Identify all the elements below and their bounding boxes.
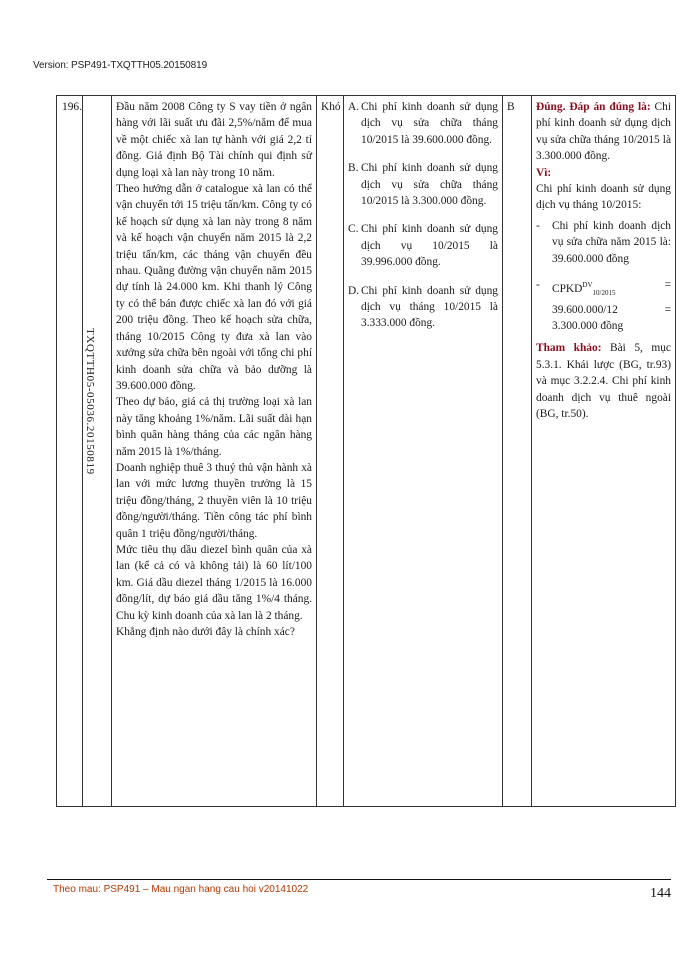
page-number: 144 xyxy=(650,886,671,901)
version-label: Version: PSP491-TXQTTH05.20150819 xyxy=(33,60,208,71)
question-row xyxy=(57,96,676,807)
option-text: Chi phí kinh doanh sử dụng dịch vụ 10/2015 là 39.996.000 đồng. xyxy=(361,223,498,269)
footer-divider xyxy=(47,879,671,880)
correct-text: Chi phí kinh doanh sử dụng dịch vụ sửa chữa tháng 10/2015 là 3.300.000 đồng. xyxy=(536,101,671,163)
question-code: TXQTTH05-05036.20150819 xyxy=(84,328,96,475)
option-key: B. xyxy=(348,162,359,175)
question-table xyxy=(56,95,676,807)
cpkd-label: CPKD xyxy=(552,282,583,295)
bullet-item xyxy=(536,218,671,267)
dash-bullet: - xyxy=(536,219,540,232)
option-key: A. xyxy=(348,101,360,113)
reference xyxy=(536,340,671,422)
correct-label: Đúng. Đáp án đúng là: xyxy=(536,101,651,113)
cpkd-equals: = xyxy=(664,279,671,292)
options-cell xyxy=(344,96,503,807)
footer-template: Theo mau: PSP491 – Mau ngan hang cau hoi v20141022 xyxy=(53,884,309,895)
question-stem xyxy=(112,96,317,807)
option-text: Chi phí kinh doanh sử dụng dịch vụ sửa chữa tháng 10/2015 là 3.300.000 đồng. xyxy=(361,162,498,208)
formula xyxy=(552,277,671,334)
bullet-text: Chi phí kinh doanh dịch vụ sửa chữa năm 2015 là: 39.600.000 đồng xyxy=(552,219,671,265)
stem-paragraph: Đầu năm 2008 Công ty S vay tiền ở ngân hàng với lãi suất ưu đãi 2,5%/năm để mua về một chiếc xà lan tự hành với giá 2,2 tỉ đồng. Giả định Bộ Tài chính qui định sử dụng loại xà lan này trong 10 năm. xyxy=(116,101,312,179)
cpkd-sub: 10/2015 xyxy=(592,289,616,298)
why-text: Chi phí kinh doanh sử dụng dịch vụ tháng 10/2015: xyxy=(536,183,671,212)
cpkd-calc: 39.600.000/12 = 3.300.000 đồng xyxy=(552,303,671,332)
stem-paragraph: Theo hướng dẫn ở catalogue xà lan có thể vận chuyển tới 15 triệu tấn/km. Công ty có kế hoạch sử dụng xà lan này trong 8 năm và kế hoạch vận chuyển năm 2015 là 2,2 triệu tấn/km, các tháng vận chuyển đều nhau. Quãng đường vận chuyển năm 2015 dự tính là 24.000 km. Khi thanh lý Công ty có thể bán được chiếc xà lan đó với giá 200 triệu đồng. Theo kế hoạch sửa chữa, tháng 10/2015 Công ty đưa xà lan vào xưởng sửa chữa bên ngoài với tổng chi phí kinh doanh sửa chữa và bảo dưỡng là 39.600.000 đồng. xyxy=(116,183,312,392)
stem-question: Khẳng định nào dưới đây là chính xác? xyxy=(116,626,295,638)
option-key: C. xyxy=(348,223,359,236)
dash-bullet: - xyxy=(536,279,540,292)
stem-paragraph: Doanh nghiệp thuê 3 thuỷ thủ vận hành xà lan với mức lương thuyền trưởng là 15 triệu đồng/tháng, 2 thuyền viên là 10 triệu đồng/người/tháng. Tiền công tác phí bình quân 1 triệu đồng/người/tháng. xyxy=(116,461,312,540)
stem-paragraph: Theo dự báo, giá cả thị trường loại xà lan này tăng khoảng 1%/năm. Lãi suất dài hạn bình quân hàng tháng của các ngân hàng năm 2015 là 1%/tháng. xyxy=(116,396,312,458)
why-label xyxy=(536,165,671,181)
cpkd-sup: DV xyxy=(582,281,593,290)
option-a xyxy=(348,99,498,148)
difficulty: Khó xyxy=(317,96,344,807)
answer-key: B xyxy=(503,96,532,807)
stem-paragraph: Mức tiêu thụ dầu diezel bình quân của xà lan (kể cả có và không tải) là 60 lít/100 km. Giá dầu diezel tháng 1/2015 là 16.000 đồng/lít, dự báo giá dầu tăng 1%/4 tháng. Chu kỳ kinh doanh của xà lan là 2 tháng. xyxy=(116,543,312,622)
reference-text: Bài 5, mục 5.3.1. Khái lược (BG, tr.93) và mục 3.2.2.4. Chi phí kinh doanh dịch vụ thuê ngoài (BG, tr.50). xyxy=(536,342,671,420)
why-label-text: Vì: xyxy=(536,166,552,179)
option-c xyxy=(348,221,498,270)
question-code-cell xyxy=(83,96,112,807)
bullet-item xyxy=(536,277,671,334)
option-d xyxy=(348,283,498,332)
option-text: Chi phí kinh doanh sử dụng dịch vụ tháng 10/2015 là 3.333.000 đồng. xyxy=(361,284,498,330)
option-b xyxy=(348,160,498,209)
reference-label: Tham khảo: xyxy=(536,342,602,355)
option-text: Chi phí kinh doanh sử dụng dịch vụ sửa chữa tháng 10/2015 là 39.600.000 đồng. xyxy=(361,101,498,146)
explanation-cell xyxy=(532,96,676,807)
option-key: D. xyxy=(348,284,360,297)
question-number: 196. xyxy=(57,96,83,807)
correct-answer xyxy=(536,99,671,165)
